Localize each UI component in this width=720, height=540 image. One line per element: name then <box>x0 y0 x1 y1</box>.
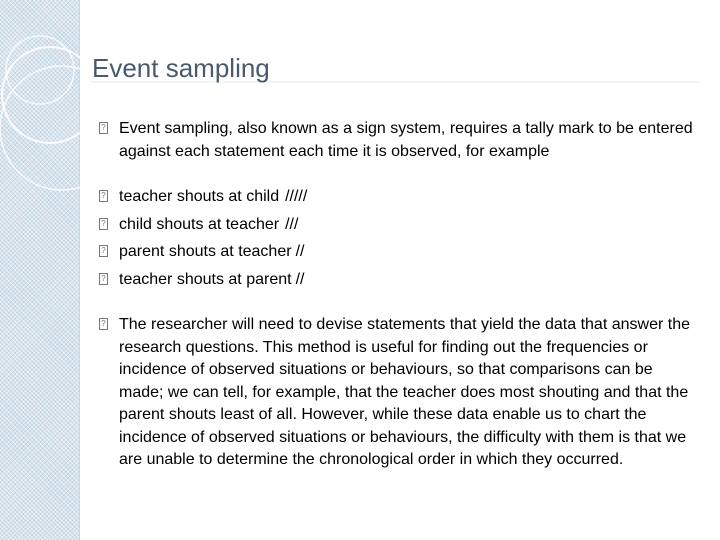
bullet-text: teacher shouts at parent <box>119 270 292 288</box>
bullet-text: teacher shouts at child <box>119 188 280 205</box>
tally-marks: // <box>295 243 305 260</box>
bullet-glyph-icon: ? <box>99 318 108 330</box>
bullet-item <box>99 269 699 292</box>
bullet-glyph-icon: ? <box>99 218 108 230</box>
slide-title: Event sampling <box>92 53 270 83</box>
bullet-item <box>99 118 699 163</box>
tally-marks: ///// <box>285 188 308 205</box>
bullet-item <box>99 186 699 209</box>
bullet-text: child shouts at teacher <box>119 215 280 233</box>
bullet-text: Event sampling, also known as a sign system, requires a tally mark to be entered against each statement each time it is observed, for example <box>119 120 693 160</box>
bullet-glyph-icon: ? <box>99 273 108 285</box>
bullet-glyph-icon: ? <box>99 190 108 202</box>
bullet-item <box>99 314 699 472</box>
bullet-item <box>99 214 699 237</box>
tally-marks: /// <box>285 215 299 233</box>
slide-body <box>99 118 699 472</box>
tally-marks: // <box>295 270 305 288</box>
bullet-text: parent shouts at teacher <box>119 243 292 260</box>
bullet-glyph-icon: ? <box>99 122 108 134</box>
bullet-glyph-icon: ? <box>99 245 108 257</box>
bullet-item <box>99 241 699 264</box>
bullet-text: The researcher will need to devise statements that yield the data that answer the research questions. This method is useful for finding out the frequencies or incidence of observed situations or behaviours, so that comparisons can be made; we can tell, for example, that the teacher does most shouting and that the parent shouts least of all. However, while these data enable us to chart the incidence of observed situations or behaviours, the difficulty with them is that we are unable to determine the chronological order in which they occurred. <box>119 316 690 468</box>
